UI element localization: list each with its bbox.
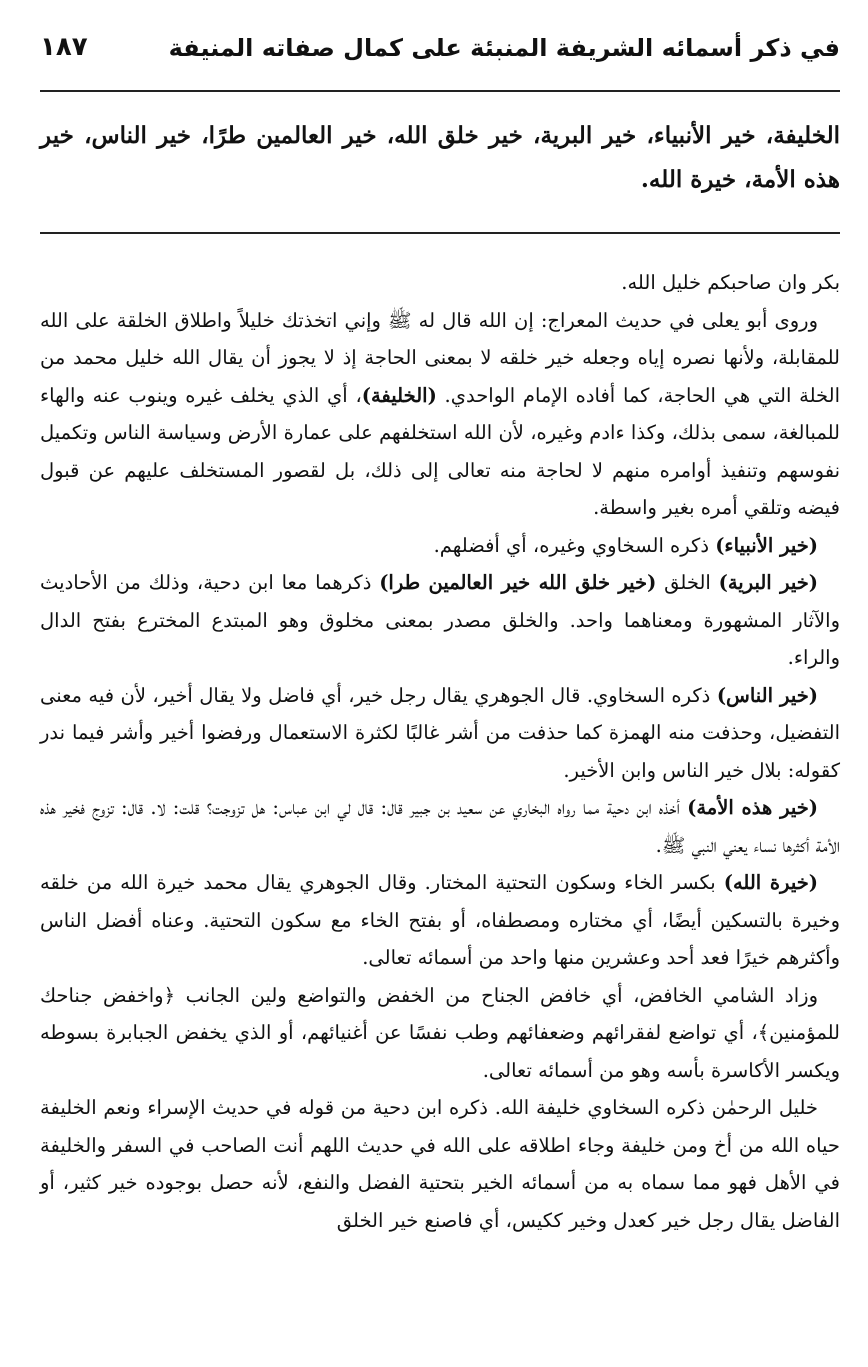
defined-term: (خير خلق الله خير العالمين طرا) <box>379 571 657 594</box>
commentary-paragraph <box>40 864 840 977</box>
paragraph-text: الخلق <box>656 571 719 594</box>
defined-term: (الخليفة) <box>361 383 437 407</box>
commentary-paragraph <box>40 264 840 302</box>
commentary-body <box>40 264 840 1239</box>
paragraph-text: ذكره السخاوي وغيره، أي أفضلهم. <box>433 533 716 557</box>
paragraph-text: ، أي الذي يخلف غيره وينوب عنه والهاء للمبالغة، سمى بذلك، وكذا ءادم وغيره، لأن الله استخلفهم على عمارة الأرض وسياسة الناس وتكميل نفوسهم وتنفيذ أوامره منهم لا لحاجة منه تعالى إلى ذلك، بل لقصور المستخلف عليهم عن قبول فيضه وتلقي أمره بغير واسطة. <box>40 383 840 519</box>
page-number: ١٨٧ <box>40 32 88 62</box>
paragraph-text: بكر وان صاحبكم خليل الله. <box>621 271 840 294</box>
defined-term: (خير الأنبياء) <box>715 533 818 557</box>
paragraph-text: بكسر الخاء وسكون التحتية المختار. وقال الجوهري يقال محمد خيرة الله من خلقه وخيرة بالتسكين أيضًا، أي مختاره ومصطفاه، أو بفتح الخاء مع سكون التحتية. وعناه أفضل الناس وأكثرهم خيرًا فعد أحد وعشرين منها واحد من أسمائه تعالى. <box>40 871 840 969</box>
defined-term: (خير البرية) <box>718 571 819 594</box>
text-divider <box>40 232 840 234</box>
paragraph-text: ذكرهما معا ابن دحية، وذلك من الأحاديث والآثار المشهورة ومعناهما واحد. والخلق مصدر بمعنى مخلوق وهو المبتدع المخترع بفتح الدال والراء. <box>40 571 840 669</box>
commentary-paragraph <box>40 977 840 1090</box>
defined-term: (خير الناس) <box>716 683 818 707</box>
commentary-paragraph <box>40 527 840 565</box>
running-title: في ذكر أسمائه الشريفة المنبئة على كمال صفاته المنيفة <box>168 34 840 62</box>
defined-term: (خير هذه الأمة) <box>687 796 818 819</box>
main-text: الخليفة، خير الأنبياء، خير البرية، خير خلق الله، خير العالمين طرًا، خير الناس، خير هذه الأمة، خيرة الله. <box>40 122 840 193</box>
commentary-paragraph <box>40 564 840 677</box>
book-page <box>40 28 840 1347</box>
paragraph-text: ذكره السخاوي. قال الجوهري يقال رجل خير، أي فاضل ولا يقال أخير، لأن فيه معنى التفضيل، وحذفت منه الهمزة كما حذفت من أشر غالبًا لكثرة الاستعمال ورفضوا أخير وأشر فيما ندر كقوله: بلال خير الناس وابن الأخير. <box>40 683 840 782</box>
header-divider <box>40 90 840 92</box>
commentary-paragraph <box>40 302 840 527</box>
paragraph-text: أخذه ابن دحية مما رواه البخاري عن سعيد بن جبير قال: قال لي ابن عباس: هل تزوجت؟ قلت: لا. قال: تزوج فخير هذه الأمة أكثرها نساء يعني النبي ﷺ. <box>40 796 840 857</box>
paragraph-text: وزاد الشامي الخافض، أي خافض الجناح من الخفض والتواضع ولين الجانب ﴿واخفض جناحك للمؤمنين﴾، أي تواضع لفقرائهم وضعفائهم وطب نفسًا عن أغنيائهم، أو الذي يخفض الجبابرة بسوطه ويكسر الأكاسرة بأسه وهو من أسمائه تعالى. <box>40 983 840 1082</box>
commentary-paragraph <box>40 677 840 790</box>
commentary-paragraph <box>40 789 840 864</box>
defined-term: (خيرة الله) <box>723 871 818 894</box>
page-header <box>40 28 840 80</box>
commentary-paragraph <box>40 1089 840 1239</box>
paragraph-text: وروى أبو يعلى في حديث المعراج: إن الله قال له ﷺ وإني اتخذتك خليلاً واطلاق الخلقة على الله للمقابلة، ولأنها نصره إياه وجعله خير خلقه لا بمعنى الحاجة إذ لا يجوز أن يقال الله خليل محمد من الخلة التي هي الحاجة، كما أفاده الإمام الواحدي. <box>40 308 840 407</box>
paragraph-text: خليل الرحمٰن ذكره السخاوي خليفة الله. ذكره ابن دحية من قوله في حديث الإسراء ونعم الخليفة حياه الله من أخ ومن خليفة وجاء اطلاقه على الله في حديث اللهم أنت الصاحب في السفر والخليفة في الأهل فهو مما سماه به من أسمائه الخير بتحتية الفضل والنفع، لأنه حصل بوجوده خير كثير، أو الفاضل يقال رجل خير كعدل وخير ككيس، أي فاصنع خير الخلق <box>40 1096 840 1232</box>
